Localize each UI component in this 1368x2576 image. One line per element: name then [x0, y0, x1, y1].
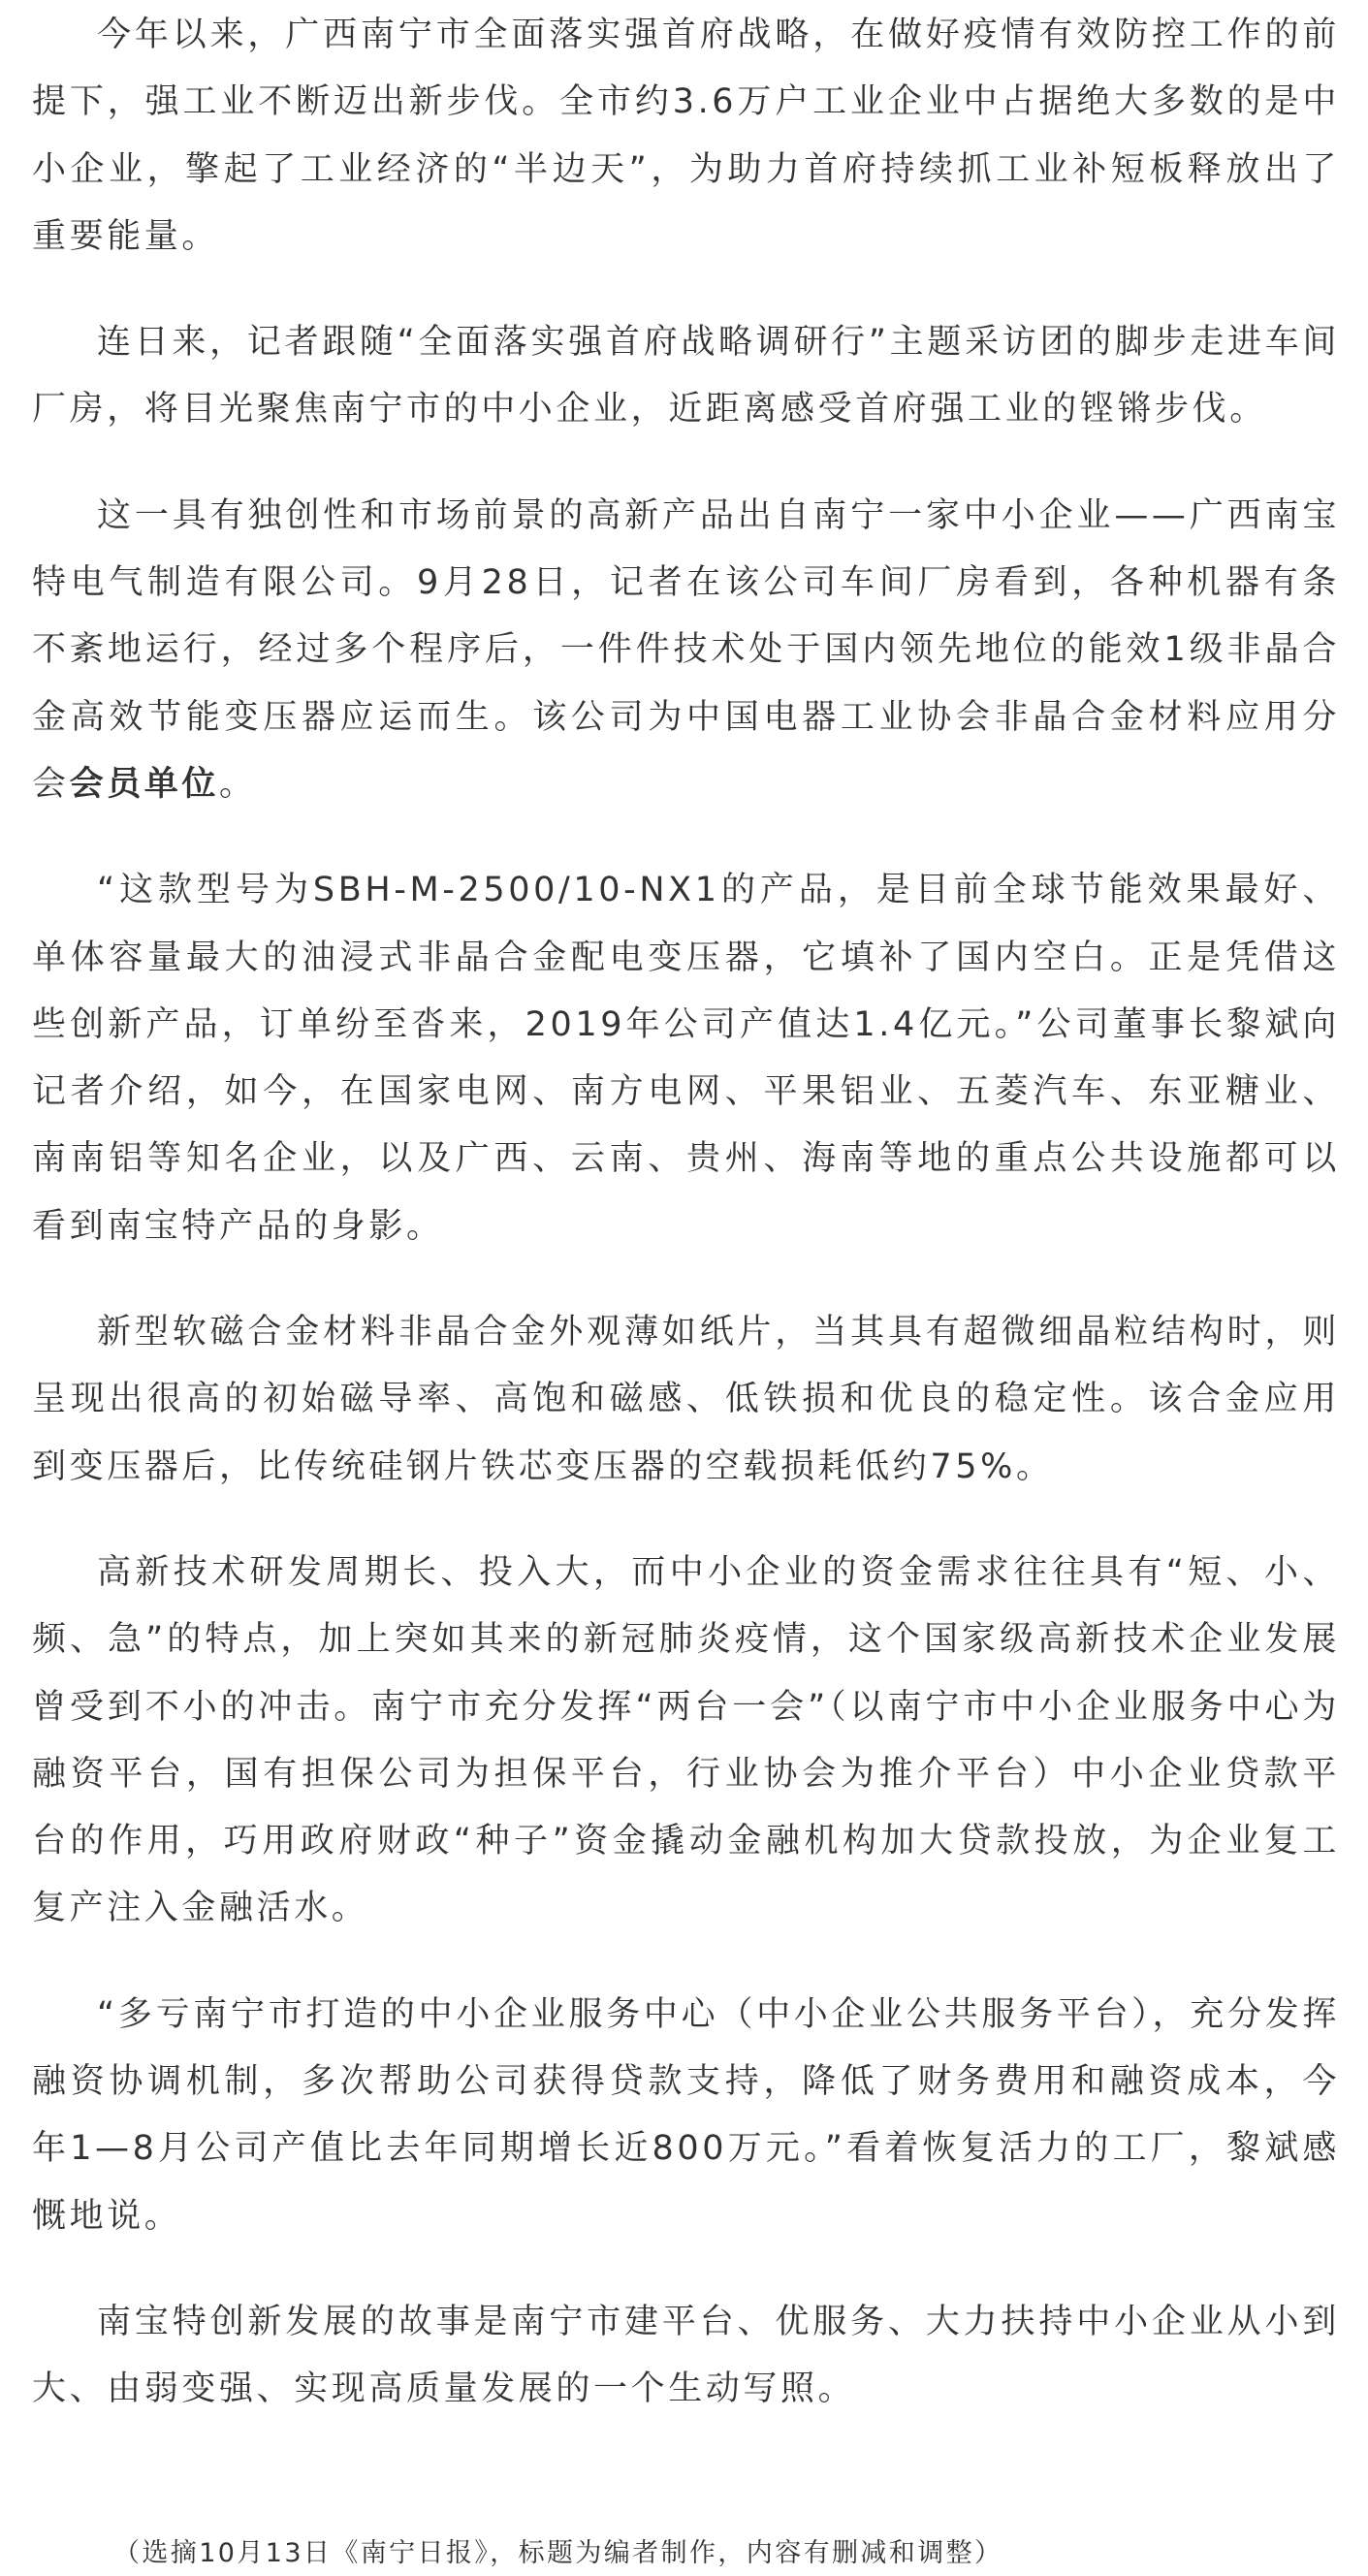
paragraph-3 [32, 483, 1340, 818]
paragraph-3-end: 。 [219, 764, 257, 804]
paragraph-7: “多亏南宁市打造的中小企业服务中心（中小企业公共服务平台），充分发挥融资协调机制，多次帮助公司获得贷款支持，降低了财务费用和融资成本，今年1—8月公司产值比去年同期增长近800万元。”看着恢复活力的工厂，黎斌感慨地说。 [32, 1994, 1340, 2236]
paragraph-2: 连日来，记者跟随“全面落实强首府战略调研行”主题采访团的脚步走进车间厂房，将目光聚焦南宁市的中小企业，近距离感受首府强工业的铿锵步伐。 [32, 323, 1340, 429]
paragraph-1: 今年以来，广西南宁市全面落实强首府战略，在做好疫情有效防控工作的前提下，强工业不断迈出新步伐。全市约3.6万户工业企业中占据绝大多数的是中小企业，擎起了工业经济的“半边天”，为助力首府持续抓工业补短板释放出了重要能量。 [32, 16, 1340, 256]
bold-emphasis-member-unit: 会员单位 [69, 764, 220, 804]
paragraph-5: 新型软磁合金材料非晶合金外观薄如纸片，当其具有超微细晶粒结构时，则呈现出很高的初始磁导率、高饱和磁感、低铁损和优良的稳定性。该合金应用到变压器后，比传统硅钢片铁芯变压器的空载损耗低约75%。 [32, 1313, 1340, 1486]
source-note: （选摘10月13日《南宁日报》，标题为编者制作，内容有删减和调整） [113, 2538, 1003, 2568]
paragraph-3-text: 这一具有独创性和市场前景的高新产品出自南宁一家中小企业——广西南宝特电气制造有限公司。9月28日，记者在该公司车间厂房看到，各种机器有条不紊地运行，经过多个程序后，一件件技术处于国内领先地位的能效1级非晶合金高效节能变压器应运而生。该公司为中国电器工业协会非晶合金材料应用分会 [32, 495, 1340, 804]
article-body [32, 2, 1340, 2463]
paragraph-8: 南宝特创新发展的故事是南宁市建平台、优服务、大力扶持中小企业从小到大、由弱变强、实现高质量发展的一个生动写照。 [32, 2302, 1340, 2409]
paragraph-6: 高新技术研发周期长、投入大，而中小企业的资金需求往往具有“短、小、频、急”的特点，加上突如其来的新冠肺炎疫情，这个国家级高新技术企业发展曾受到不小的冲击。南宁市充分发挥“两台一会”（以南宁市中小企业服务中心为融资平台，国有担保公司为担保平台，行业协会为推介平台）中小企业贷款平台的作用，巧用政府财政“种子”资金撬动金融机构加大贷款投放，为企业复工复产注入金融活水。 [32, 1552, 1340, 1928]
paragraph-4: “这款型号为SBH-M-2500/10-NX1的产品，是目前全球节能效果最好、单体容量最大的油浸式非晶合金配电变压器，它填补了国内空白。正是凭借这些创新产品，订单纷至沓来，2019年公司产值达1.4亿元。”公司董事长黎斌向记者介绍，如今，在国家电网、南方电网、平果铝业、五菱汽车、东亚糖业、南南铝等知名企业，以及广西、云南、贵州、海南等地的重点公共设施都可以看到南宝特产品的身影。 [32, 871, 1340, 1246]
